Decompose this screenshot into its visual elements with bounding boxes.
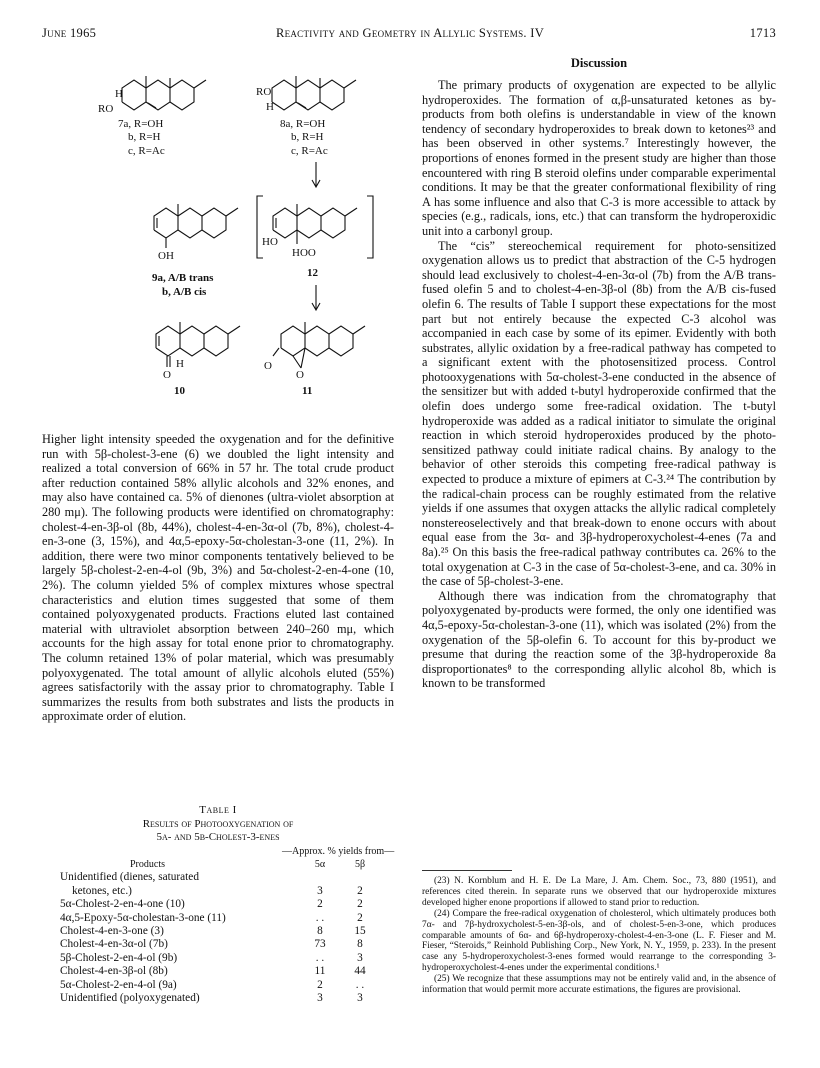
label-8a: 8a, R=OH	[280, 118, 326, 130]
structure-8-h-label: H	[266, 101, 274, 113]
col-header-products: Products	[130, 859, 165, 870]
table-row	[60, 871, 380, 884]
label-7c: c, R=Ac	[128, 145, 165, 157]
table-cell-5a: 2	[317, 978, 323, 991]
table-cell-5a: 11	[314, 965, 326, 978]
structure-12-ho-label: HO	[262, 236, 278, 248]
table-row	[60, 979, 380, 992]
table-caption-line1: Results of Photooxygenation of	[142, 818, 294, 830]
discussion-paragraph-1: The primary products of oxygenation are expected to be allylic hydroperoxides. The formation of α,β-unsaturated ketones as by-products from both olefins is understandable in view of the known tendency of secondary hydroperoxides to break down to ketones²³ and has been observed in other systems.⁷ Interestingly however, the proportions of enones formed in the present study are higher than those encountered with ring B steroid olefins under comparable experimental conditions. It may be that the greater conformational flexibility of ring A has some influence and also that C-3 is more accessible to attack by species (e.g., radicals, ions, etc.) that can transform the hydroperoxidic unit into a carbonyl group.	[422, 78, 776, 238]
table-cell-5a: 3	[317, 992, 323, 1005]
left-column-text	[42, 432, 394, 724]
table-cell-product: 4α,5-Epoxy-5α-cholestan-3-one (11)	[60, 911, 226, 924]
table-cell-product: 5α-Cholest-2-en-4-one (10)	[60, 898, 185, 911]
label-9a: 9a, A/B trans	[152, 272, 214, 284]
structure-9-oh-label: OH	[158, 250, 174, 262]
label-11: 11	[302, 385, 313, 397]
table-row	[60, 965, 380, 978]
footnote-25: (25) We recognize that these assumptions may not be entirely valid and, in the absence of information that would permit more accurate estimations, the figures are provisional.	[422, 974, 776, 996]
structure-9-drawing	[148, 200, 253, 255]
label-9b: b, A/B cis	[162, 286, 207, 298]
structure-10-drawing	[150, 318, 255, 373]
col-header-5a: 5α	[314, 859, 326, 870]
table-cell-5b: 8	[357, 938, 363, 951]
table-row	[60, 925, 380, 938]
table-cell-5b: 2	[357, 911, 363, 924]
table-row	[60, 992, 380, 1005]
table-cell-5b: 3	[357, 951, 363, 964]
table-cell-5a: 8	[317, 925, 323, 938]
structure-11-o-epoxide-label: O	[296, 369, 304, 381]
table-cell-5b: 3	[357, 992, 363, 1005]
structure-8-drawing	[262, 70, 372, 120]
label-12: 12	[307, 267, 318, 279]
table-cell-product: Unidentified (dienes, saturated	[60, 871, 199, 884]
table-cell-5a: 73	[314, 938, 326, 951]
structure-7-h-label: H	[115, 88, 123, 100]
right-column-text	[422, 78, 776, 691]
footnote-rule	[422, 870, 512, 871]
structure-11-drawing	[265, 318, 370, 378]
structure-7-drawing	[112, 70, 222, 120]
results-table	[60, 858, 380, 1005]
col-header-5b: 5β	[354, 859, 366, 870]
discussion-paragraph-2: The “cis” stereochemical requirement for photo-sensitized oxygenation allows us to predict that abstraction of the C-5 hydrogen should lead exclusively to cholest-4-en-3α-ol (7b) from the A/B trans-fused olefin 5 and to cholest-4-en-3β-ol (8b) from the A/B cis-fused olefin 6. The results of Table I support these expectations for the most part but not entirely because the expected C-3 alcohol was accompanied in each case by some of its epimer. Evidently with both substrates, allylic oxidation by a free-radical pathway has competed to a significant extent with the photosensitized process. Control photooxygenations with 5α-cholest-3-ene conducted in the absence of the sensitizer but with added t-butyl hydroperoxide confirmed that the olefin does undergo some free-radical oxidation. The t-butyl hydroperoxide was added as a radical initiator to simulate the original reaction in which steroid hydroperoxides produced by the photo-sensitized pathway could initiate radical chains. By analogy to the behavior of other steroids this competing free-radical pathway is expected to produce a mixture of epimers at C-3.²⁴ The contribution by the radical-chain process can be roughly estimated from the relative yields if one assumes that oxygen attacks the allylic radical completely nonstereoselectively and that break-down to enone occurs with about equal ease from the 3α- and 3β-hydroperoxycholest-4-enes (7a and 8a).²⁵ On this basis the free-radical pathway contributes ca. 26% to the total oxygenation at C-3 in the case of 5α-cholest-3-ene, and ca. 30% in the case of 5β-cholest-3-ene.	[422, 238, 776, 589]
table-cell-product: Cholest-4-en-3β-ol (8b)	[60, 965, 168, 978]
footnote-24: (24) Compare the free-radical oxygenation of cholesterol, which ultimately produces both 7α- and 7β-hydroxycholest-5-en-3β-ols, and of cholest-5-en-3-one, which produces comparable amounts of 6α- and 6β-hydroperoxy-cholest-4-en-3-one (L. F. Fieser and M. Fieser, “Steroids,” Reinhold Publishing Corp., New York, N. Y., 1959, p. 233). In the present case any 5-hydroperoxycholest-3-enes formed would rearrange to the corresponding 3-hydroperoxycholest-4-enes under the experimental conditions.¹	[422, 908, 776, 974]
reaction-arrow-1	[308, 160, 324, 190]
table-cell-5b	[340, 871, 380, 884]
table-cell-5b: 2	[357, 898, 363, 911]
running-header-title: Reactivity and Geometry in Allylic Systems. IV	[275, 26, 545, 40]
structure-8-ro-label: RO	[256, 86, 272, 98]
running-header-date: June 1965	[42, 26, 97, 40]
table-cell-product: Cholest-4-en-3-one (3)	[60, 925, 164, 938]
label-7b: b, R=H	[128, 131, 161, 143]
table-cell-product: Cholest-4-en-3α-ol (7b)	[60, 938, 168, 951]
label-8c: c, R=Ac	[291, 145, 328, 157]
table-row	[60, 952, 380, 965]
table-cell-5a: . .	[315, 951, 325, 964]
structure-11-o-ketone-label: O	[264, 360, 272, 372]
discussion-paragraph-3: Although there was indication from the chromatography that polyoxygenated by-products were formed, the only one identified was 4α,5-epoxy-5α-cholestan-3-one (11), which was isolated (2%) from the oxygenation of the 5β-olefin 6. To account for this by-product we presume that during the reaction some of the 3β-hydroperoxide 8a disproportionates⁸ to the corresponding allylic alcohol 8b, which is known to be transformed	[422, 588, 776, 691]
reaction-arrow-2	[308, 283, 324, 313]
table-cell-5b: 15	[354, 925, 366, 938]
label-8b: b, R=H	[291, 131, 324, 143]
label-10: 10	[174, 385, 185, 397]
left-paragraph: Higher light intensity speeded the oxygenation and for the definitive run with 5β-cholest-3-ene (6) we doubled the light intensity and realized a total conversion of 66% in 57 hr. The total crude product after reduction contained 58% allylic alcohols and 32% enones, and may also have contained ca. 5% of dienones (ultra-violet absorption at 280 mμ). The following products were identified on chromatography: cholest-4-en-3β-ol (8b, 44%), cholest-4-en-3α-ol (7b, 8%), cholest-4-en-3-one (3, 15%), and 4α,5-epoxy-5α-cholestan-3-one (11, 2%). In addition, there were two minor components tentatively believed to be largely 5β-cholest-2-en-4-ol (9b, 3%) and 5α-cholest-2-en-4-one (10, 2%). The column yielded 5% of complex mixtures whose spectral characteristics and elution times suggested that some of them contained polyoxygenated products. Fractions eluted last contained material with ultraviolet absorption between 240–260 mμ, which accounts for the high assay for total enone prior to chromatography. The column retained 13% of polar material, which was presumably polyoxygenated. The total amount of allylic alcohols eluted (55%) agrees satisfactorily with the assay prior to chromatography. Table I summarizes the results from both substrates and lists the products in approximate order of elution.	[42, 432, 394, 724]
table-cell-5b: 44	[354, 965, 366, 978]
structure-10-h-label: H	[176, 358, 184, 370]
table-cell-5b: 2	[357, 884, 363, 897]
table-cell-product: 5α-Cholest-2-en-4-ol (9a)	[60, 978, 177, 991]
table-cell-5b: . .	[355, 978, 365, 991]
page-number: 1713	[749, 26, 776, 40]
label-7a: 7a, R=OH	[118, 118, 164, 130]
structure-10-o-label: O	[163, 369, 171, 381]
table-cell-5a: 2	[317, 898, 323, 911]
footnote-23: (23) N. Kornblum and H. E. De La Mare, J. Am. Chem. Soc., 73, 880 (1951), and references cited therein. In separate runs we observed that our hydroperoxide mixtures developed higher enone proportions if allowed to stand prior to reduction.	[422, 876, 776, 908]
table-row	[60, 898, 380, 911]
footnotes	[422, 876, 776, 996]
table-title: Table I	[199, 804, 237, 816]
table-cell-5a: . .	[315, 911, 325, 924]
table-cell-product: ketones, etc.)	[72, 884, 132, 897]
table-cell-5a: 3	[317, 884, 323, 897]
table-cell-5a	[300, 871, 340, 884]
structure-7-ro-label: RO	[98, 103, 114, 115]
discussion-heading: Discussion	[570, 56, 628, 70]
table-group-header: —Approx. % yields from—	[282, 846, 395, 857]
table-row	[60, 938, 380, 951]
table-caption-line2: 5α- and 5β-Cholest-3-enes	[156, 831, 280, 843]
table-cell-product: 5β-Cholest-2-en-4-ol (9b)	[60, 951, 178, 964]
table-row	[60, 885, 380, 898]
table-row	[60, 912, 380, 925]
table-cell-product: Unidentified (polyoxygenated)	[60, 992, 200, 1005]
structure-12-hoo-label: HOO	[292, 247, 316, 259]
